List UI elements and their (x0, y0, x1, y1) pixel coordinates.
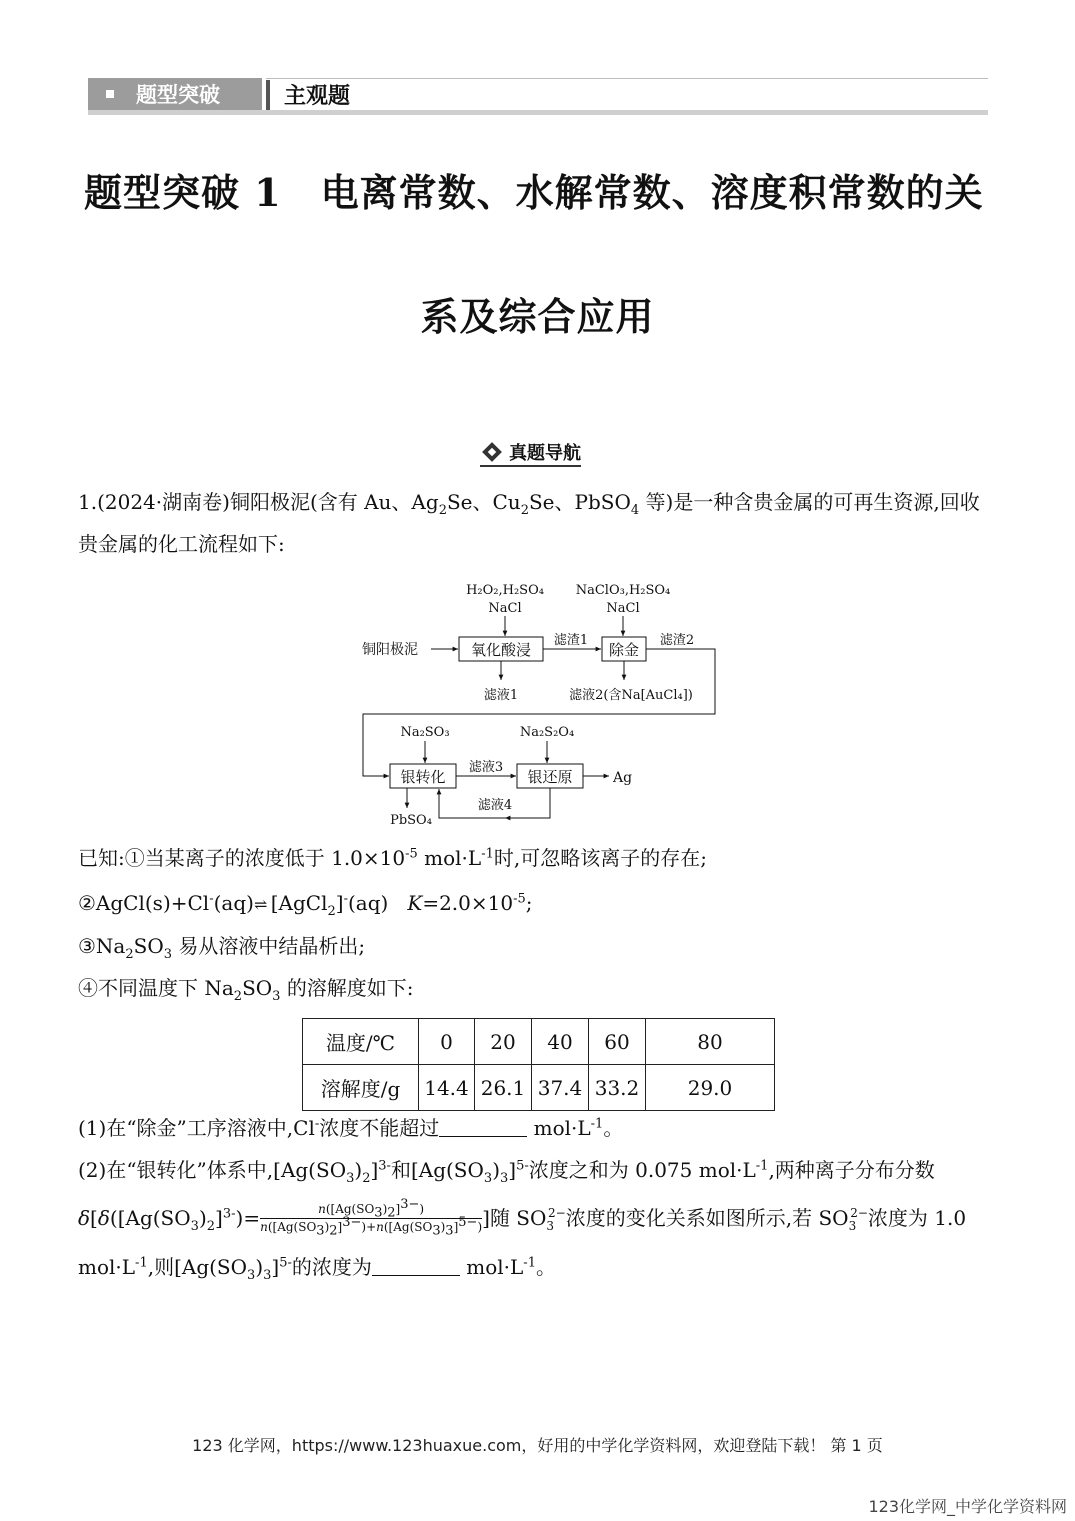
q2-line1-suffix: 浓度之和为 0.075 mol·L (528, 1158, 756, 1182)
section-tag-label: 题型突破 (136, 83, 220, 107)
reagent3-label: Na₂SO₃ (400, 725, 450, 740)
table-cell: 0 (419, 1019, 475, 1065)
reagent2-line2: NaCl (606, 601, 640, 616)
box-silver-convert-label: 银转化 (400, 768, 446, 786)
reagent1-line1: H₂O₂,H₂SO₄ (466, 583, 544, 598)
q2-line2-end: 浓度的变化关系如图所示,若 SO (565, 1206, 849, 1230)
q2-line3-mid: ,则[Ag(SO (147, 1255, 248, 1279)
known-3: $③Na_2SO_3$ 易从溶液中结晶析出; (78, 934, 366, 962)
q2-line1-prefix: (2)在“银转化”体系中,[Ag(SO (78, 1158, 347, 1182)
page-footer: 123 化学网，https://www.123huaxue.com，好用的中学化学资料网，欢迎登陆下载！ 第 1 页 (192, 1436, 883, 1455)
reagent4-label: Na₂S₂O₄ (519, 725, 575, 740)
q2-line2-tail: 浓度为 1.0 (867, 1206, 967, 1230)
box-acid-leach-label: 氧化酸浸 (470, 641, 532, 659)
table-cell: 37.4 (532, 1065, 589, 1111)
byproduct-label: PbSO₄ (390, 813, 432, 828)
known-1: 已知:①当某离子的浓度低于 $1.0\times 10^{-5}$ $mol\cdot L^{-1}$时,可忽略该离子的存在; (78, 846, 707, 870)
q2-line1-mid: 和[Ag(SO (390, 1158, 484, 1182)
q2-line3-prefix: mol·L (78, 1255, 136, 1279)
table-cell: 33.2 (589, 1065, 646, 1111)
table-header-label: 温度/℃ (303, 1019, 419, 1065)
diamond-icon (482, 442, 502, 462)
known-1-text: 已知:①当某离子的浓度低于 1.0×10 (78, 846, 406, 870)
q1-mid: 浓度不能超过 (319, 1116, 440, 1140)
filtrate4-label: 滤液4 (477, 798, 513, 813)
filtrate2-label: 滤液2(含Na[AuCl₄]) (569, 688, 693, 703)
question-intro-line1: 1.(2024·湖南卷)铜阳极泥(含有 Au、$Ag_2Se$、$Cu_2Se$、PbSO$_4$ 等)是一种含贵金属的可再生资源,回收 (78, 490, 980, 518)
table-cell: 14.4 (419, 1065, 475, 1111)
sub-question-2-line3: $mol\cdot L^{-1}$,则$[Ag(SO_3)_3]^{5-}$的浓度为 $mol\cdot L^{-1}$。 (78, 1255, 556, 1283)
filtrate3-label: 滤液3 (468, 760, 504, 775)
header-band-top-line (266, 78, 988, 79)
q2-line3-end: 。 (535, 1255, 556, 1279)
answer-blank-2[interactable] (372, 1259, 460, 1276)
q2-line1-end: ,两种离子分布分数 (768, 1158, 935, 1182)
known-4-suffix: 的溶解度如下: (286, 976, 414, 1000)
process-flow-diagram (355, 574, 725, 832)
q1-end: 。 (603, 1116, 624, 1140)
reagent2-line1: NaClO₃,H₂SO₄ (575, 583, 671, 598)
box-silver-reduce-label: 银还原 (527, 768, 573, 786)
distribution-fraction: $\frac{n([Ag(SO_3)_2]^{3-})}{n([Ag(SO_3)_2]^{3-})+n([Ag(SO_3)_3]^{5-})}$ (260, 1197, 483, 1238)
q2-line3-suffix: 的浓度为 (291, 1255, 372, 1279)
header-band-bottom-line (88, 110, 988, 115)
product-label: Ag (613, 770, 633, 786)
real-exam-nav-badge (480, 440, 581, 467)
page-title-line2: 系及综合应用 (420, 294, 655, 339)
table-cell: 26.1 (475, 1065, 532, 1111)
start-material: 铜阳极泥 (362, 642, 418, 658)
table-cell: 40 (532, 1019, 589, 1065)
sub-question-1: (1)在“除金”工序溶液中,Cl-浓度不能超过 $mol\cdot L^{-1}$。 (78, 1116, 624, 1140)
box-remove-gold-label: 除金 (608, 641, 640, 659)
loop-arrow-residue2 (363, 649, 715, 776)
table-cell: 20 (475, 1019, 532, 1065)
known-4-prefix: ④不同温度下 Na (78, 976, 234, 1000)
known-1-suffix: 时,可忽略该离子的存在; (493, 846, 707, 870)
table-row (303, 1065, 775, 1111)
sub-question-2-line2: $\delta[\delta([Ag(SO_3)_2]^{3-})=$ $\frac{n([Ag(SO_3)_2]^{3-})}{n([Ag(SO_3)_2]^{3-})+n([Ag(SO_3)_3]^{5-})}$ ]随 $SO_3^{2-}$浓度的变化关系如图所示,若 $SO_3^{2-}$浓度为 1.0 (78, 1197, 967, 1238)
solubility-table (302, 1018, 775, 1111)
header-separator (266, 80, 270, 110)
answer-blank-1[interactable] (439, 1120, 527, 1137)
q2-line2-suffix: 随 SO (489, 1206, 547, 1230)
nav-badge-label: 真题导航 (509, 443, 581, 464)
site-watermark: 123化学网_中学化学资料网 (868, 1497, 1067, 1516)
sub-question-2-line1: (2)在“银转化”体系中$,[Ag(SO_3)_2]^{3-}$和$[Ag(SO_3)_3]^{5-}$浓度之和为 0.075 $mol\cdot L^{-1}$,两种离子分布分数 (78, 1158, 935, 1186)
known-2: ②AgCl(s)+Cl-(aq)⇌ [AgCl$_2$]-(aq) $K=2.0\times 10^{-5}$; (78, 891, 533, 919)
k-value: =2.0×10 (422, 891, 514, 915)
known-4: ④不同温度下 $Na_2SO_3$ 的溶解度如下: (78, 976, 414, 1004)
known-3-suffix: 易从溶液中结晶析出; (178, 934, 366, 958)
question-type-label: 主观题 (284, 84, 351, 109)
table-cell: 80 (646, 1019, 775, 1065)
reagent1-line2: NaCl (488, 601, 522, 616)
intro-text: 1.(2024·湖南卷)铜阳极泥(含有 Au、Ag (78, 490, 439, 514)
q1-prefix: (1)在“除金”工序溶液中,Cl (78, 1116, 315, 1140)
k-symbol: K (407, 891, 423, 915)
table-row (303, 1019, 775, 1065)
table-cell: 60 (589, 1019, 646, 1065)
table-cell: 29.0 (646, 1065, 775, 1111)
residue2-label: 滤渣2 (659, 633, 695, 648)
table-row-label: 溶解度/g (303, 1065, 419, 1111)
page-title-line1: 题型突破 1 电离常数、水解常数、溶度积常数的关 (84, 170, 984, 215)
question-intro-line2: 贵金属的化工流程如下: (78, 532, 285, 556)
residue1-label: 滤渣1 (553, 633, 589, 648)
square-bullet-icon (106, 90, 114, 98)
filtrate1-label: 滤液1 (483, 688, 519, 703)
section-tag (88, 78, 262, 110)
